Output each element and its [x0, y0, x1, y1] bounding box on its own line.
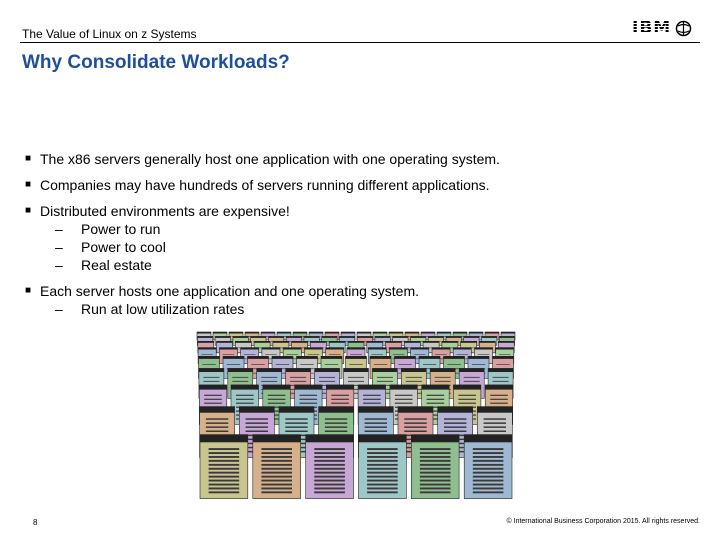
- server-rack: [359, 435, 407, 499]
- sub-bullet-text: Power to cool: [81, 239, 166, 255]
- bullet-item: [25, 150, 685, 168]
- server-farm-image: [194, 330, 518, 516]
- ibm-logo-text: IBM: [632, 18, 672, 38]
- server-rack: [253, 435, 301, 499]
- copyright-notice: © International Business Corporation 2015. All rights reserved.: [506, 518, 700, 525]
- logo: [632, 18, 692, 38]
- sub-bullet-text: Run at low utilization rates: [81, 301, 245, 317]
- bullet-marker: ■: [25, 153, 32, 164]
- server-rack: [411, 435, 459, 499]
- server-rack: [306, 435, 354, 499]
- sub-bullet: [40, 300, 419, 318]
- bullet-text: The x86 servers generally host one application with one operating system.: [40, 151, 500, 167]
- sub-bullet: [40, 220, 290, 238]
- sub-bullet-text: Real estate: [81, 257, 152, 273]
- server-rack: [464, 435, 512, 499]
- sub-bullet: [40, 256, 290, 274]
- page-title: Why Consolidate Workloads?: [22, 52, 290, 73]
- sub-bullet-dash: –: [55, 257, 63, 273]
- header-rule: [20, 42, 700, 43]
- bullet-item: [25, 176, 685, 194]
- smarter-planet-icon: [675, 20, 692, 37]
- server-rack: [200, 435, 248, 499]
- bullet-text: Each server hosts one application and one operating system.: [40, 283, 420, 299]
- sub-bullet-dash: –: [55, 301, 63, 317]
- bullet-text: Distributed environments are expensive!: [40, 203, 290, 219]
- page-number: 8: [33, 518, 38, 527]
- bullet-item: [25, 202, 685, 274]
- sub-bullet-dash: –: [55, 221, 63, 237]
- sub-bullet: [40, 238, 290, 256]
- bullet-marker: ■: [25, 285, 32, 296]
- header-title: The Value of Linux on z Systems: [22, 27, 197, 41]
- bullet-marker: ■: [25, 179, 32, 190]
- bullet-marker: ■: [25, 205, 32, 216]
- bullet-text: Companies may have hundreds of servers running different applications.: [40, 177, 490, 193]
- sub-bullet-dash: –: [55, 239, 63, 255]
- sub-bullet-text: Power to run: [81, 221, 161, 237]
- bullet-item: [25, 282, 685, 318]
- bullet-list: [25, 150, 685, 326]
